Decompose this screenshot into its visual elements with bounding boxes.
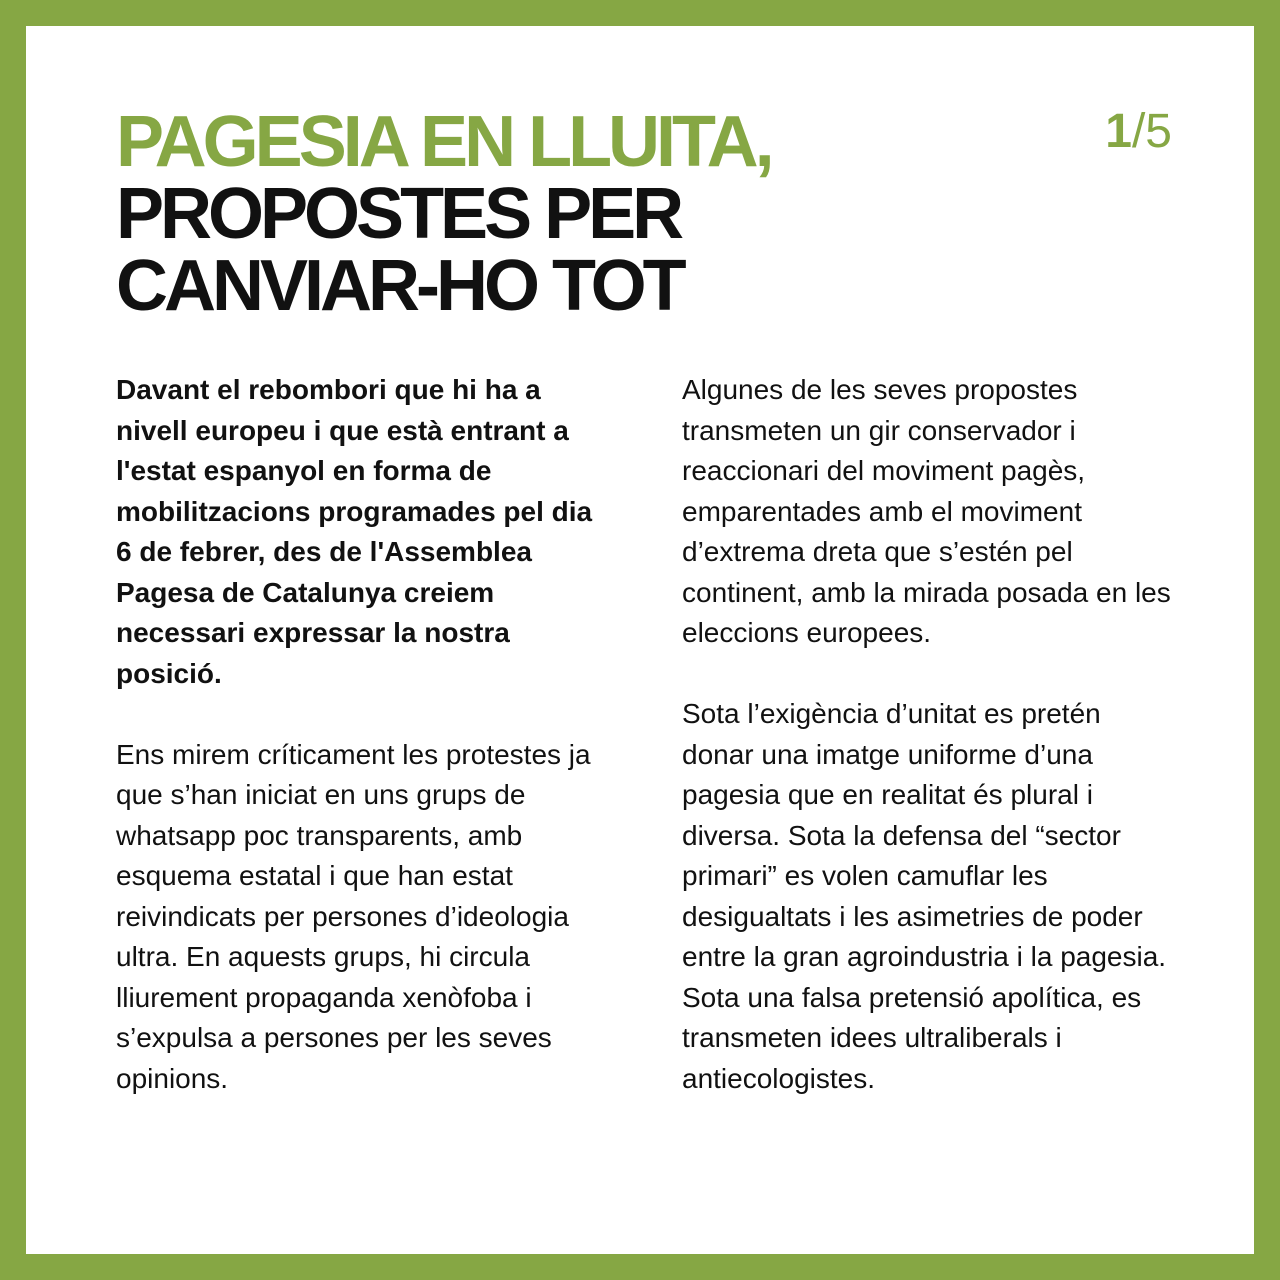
page-total: 5 (1145, 105, 1172, 158)
page-title (116, 102, 771, 326)
left-column (116, 370, 606, 1140)
title-line-3: CANVIAR-HO TOT (116, 246, 683, 326)
page-separator: / (1131, 105, 1146, 158)
title-line-2: PROPOSTES PER (116, 174, 681, 254)
page-current: 1 (1105, 105, 1132, 158)
page-indicator (1105, 104, 1172, 160)
body-paragraph: Sota l’exigència d’unitat es pretén donar una imatge uniforme d’una pagesia que en realitat és plural i diversa. Sota la defensa del “sector primari” es volen camuflar les desigualtats i les asimetries de poder entre la gran agroindustria i la pagesia. Sota una falsa pretensió apolítica, es transmeten idees ultraliberals i antiecologistes. (682, 698, 1167, 1094)
body-paragraph: Ens mirem críticament les protestes ja que s’han iniciat en uns grups de whatsapp poc transparents, amb esquema estatal i que han estat reivindicats per persones d’ideologia ultra. En aquests grups, hi circula lliurement propaganda xenòfoba i s’expulsa a persones per les seves opinions. (116, 738, 591, 1094)
right-column (682, 370, 1172, 1140)
title-line-1: PAGESIA EN LLUITA, (116, 102, 771, 182)
body-paragraph: Algunes de les seves propostes transmeten un gir conservador i reaccionari del moviment pagès, emparentades amb el moviment d’extrema dreta que s’estén pel continent, amb la mirada posada en les eleccions europees. (682, 374, 1171, 648)
content-card (26, 26, 1254, 1254)
lead-paragraph: Davant el rebombori que hi ha a nivell europeu i que està entrant a l'estat espanyol en forma de mobilitzacions programades pel dia 6 de febrer, des de l'Assemblea Pagesa de Catalunya creiem necessari expressar la nostra posició. (116, 374, 593, 689)
